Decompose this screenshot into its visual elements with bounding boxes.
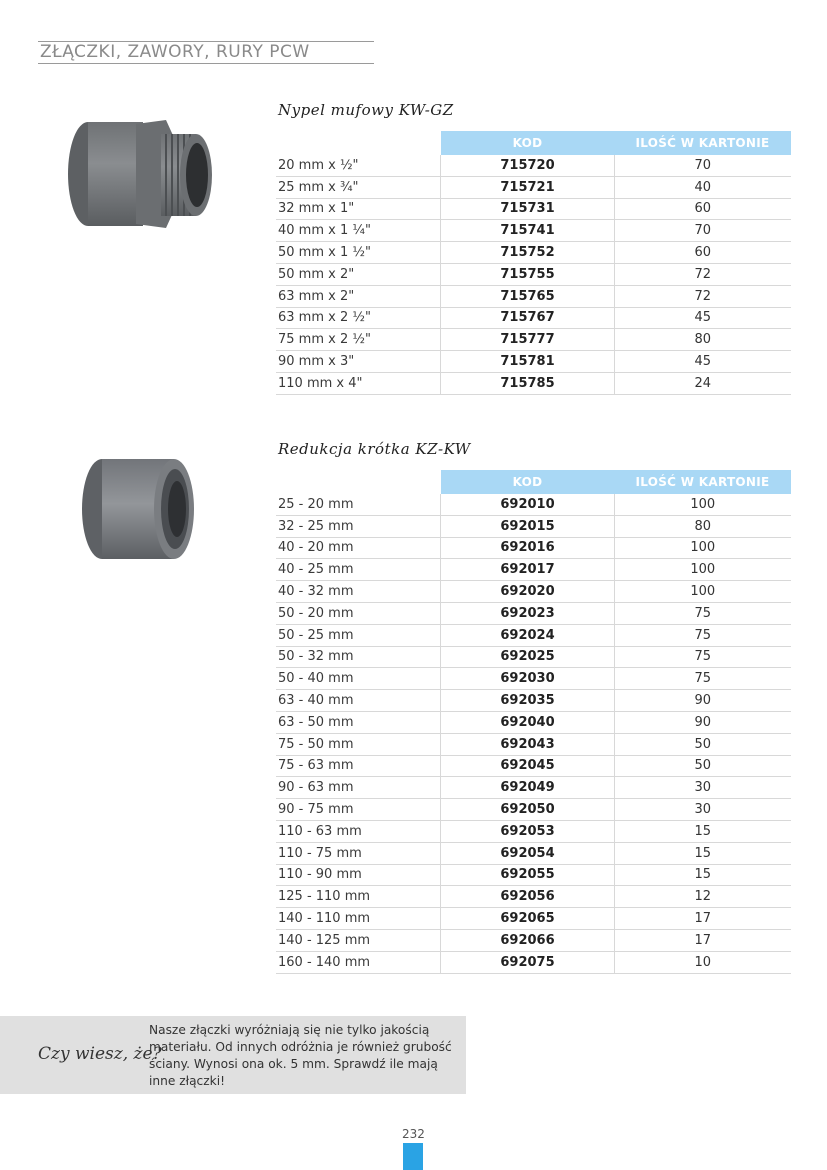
cell-quantity: 100 <box>615 537 791 559</box>
cell-quantity: 72 <box>615 263 791 285</box>
cell-quantity: 15 <box>615 842 791 864</box>
table-row <box>276 515 791 537</box>
cell-quantity: 17 <box>615 908 791 930</box>
cell-quantity: 45 <box>615 351 791 373</box>
table-row <box>276 842 791 864</box>
cell-dimension: 140 - 110 mm <box>276 908 441 930</box>
table-row <box>276 263 791 285</box>
cell-code: 692056 <box>441 886 615 908</box>
cell-code: 715777 <box>441 329 615 351</box>
header-rule-bottom <box>38 63 374 64</box>
table-row <box>276 908 791 930</box>
cell-quantity: 30 <box>615 799 791 821</box>
column-header-blank <box>276 470 441 494</box>
product-title-redukcja: Redukcja krótka KZ-KW <box>278 440 471 458</box>
cell-quantity: 15 <box>615 864 791 886</box>
table-row <box>276 777 791 799</box>
cell-quantity: 30 <box>615 777 791 799</box>
cell-dimension: 63 - 50 mm <box>276 711 441 733</box>
cell-quantity: 100 <box>615 559 791 581</box>
table-row <box>276 329 791 351</box>
cell-dimension: 140 - 125 mm <box>276 929 441 951</box>
column-header-blank <box>276 131 441 155</box>
cell-code: 692049 <box>441 777 615 799</box>
cell-dimension: 125 - 110 mm <box>276 886 441 908</box>
table-row <box>276 559 791 581</box>
cell-quantity: 75 <box>615 624 791 646</box>
cell-code: 715741 <box>441 220 615 242</box>
cell-dimension: 50 mm x 2" <box>276 263 441 285</box>
cell-dimension: 75 - 50 mm <box>276 733 441 755</box>
cell-code: 692053 <box>441 820 615 842</box>
cell-dimension: 32 - 25 mm <box>276 515 441 537</box>
cell-dimension: 50 - 40 mm <box>276 668 441 690</box>
cell-dimension: 90 mm x 3" <box>276 351 441 373</box>
table-row <box>276 668 791 690</box>
cell-code: 715755 <box>441 263 615 285</box>
cell-quantity: 40 <box>615 176 791 198</box>
column-header-qty: ILOŚĆ W KARTONIE <box>615 470 791 494</box>
cell-code: 715767 <box>441 307 615 329</box>
cell-quantity: 80 <box>615 329 791 351</box>
column-header-qty: ILOŚĆ W KARTONIE <box>615 131 791 155</box>
cell-code: 692075 <box>441 951 615 973</box>
cell-dimension: 50 - 20 mm <box>276 602 441 624</box>
cell-code: 692024 <box>441 624 615 646</box>
table-row <box>276 242 791 264</box>
cell-code: 692066 <box>441 929 615 951</box>
cell-quantity: 90 <box>615 711 791 733</box>
cell-code: 692023 <box>441 602 615 624</box>
cell-dimension: 40 - 20 mm <box>276 537 441 559</box>
cell-dimension: 110 - 63 mm <box>276 820 441 842</box>
cell-code: 692040 <box>441 711 615 733</box>
table-body <box>276 155 791 394</box>
cell-dimension: 40 mm x 1 ¼" <box>276 220 441 242</box>
column-header-kod: KOD <box>441 131 615 155</box>
cell-dimension: 63 mm x 2" <box>276 285 441 307</box>
cell-quantity: 75 <box>615 668 791 690</box>
table-row <box>276 351 791 373</box>
table-body <box>276 494 791 973</box>
info-text: Nasze złączki wyróżniają się nie tylko jakością materiału. Od innych odróżnia je również grubość ściany. Wynosi ona ok. 5 mm. Sprawdź ile mają inne złączki! <box>149 1023 452 1088</box>
table-row <box>276 176 791 198</box>
table-row <box>276 646 791 668</box>
cell-dimension: 20 mm x ½" <box>276 155 441 176</box>
cell-quantity: 75 <box>615 646 791 668</box>
cell-quantity: 70 <box>615 220 791 242</box>
product-title-nypel: Nypel mufowy KW-GZ <box>278 101 454 119</box>
cell-quantity: 100 <box>615 494 791 515</box>
table-row <box>276 799 791 821</box>
cell-code: 692017 <box>441 559 615 581</box>
cell-code: 715752 <box>441 242 615 264</box>
cell-dimension: 40 - 32 mm <box>276 581 441 603</box>
cell-code: 692050 <box>441 799 615 821</box>
cell-quantity: 10 <box>615 951 791 973</box>
cell-code: 715765 <box>441 285 615 307</box>
cell-code: 692030 <box>441 668 615 690</box>
table-row <box>276 372 791 394</box>
cell-code: 692054 <box>441 842 615 864</box>
cell-dimension: 63 mm x 2 ½" <box>276 307 441 329</box>
table-row <box>276 820 791 842</box>
cell-code: 692020 <box>441 581 615 603</box>
cell-dimension: 110 - 75 mm <box>276 842 441 864</box>
table-row <box>276 307 791 329</box>
cell-quantity: 70 <box>615 155 791 176</box>
cell-dimension: 63 - 40 mm <box>276 690 441 712</box>
cell-dimension: 25 - 20 mm <box>276 494 441 515</box>
table-row <box>276 537 791 559</box>
info-heading: Czy wiesz, że? <box>38 1044 162 1064</box>
cell-dimension: 110 mm x 4" <box>276 372 441 394</box>
cell-dimension: 40 - 25 mm <box>276 559 441 581</box>
cell-quantity: 17 <box>615 929 791 951</box>
cell-quantity: 24 <box>615 372 791 394</box>
cell-code: 692045 <box>441 755 615 777</box>
cell-dimension: 50 - 32 mm <box>276 646 441 668</box>
cell-code: 715721 <box>441 176 615 198</box>
table-nypel <box>276 131 791 395</box>
cell-quantity: 80 <box>615 515 791 537</box>
cell-quantity: 60 <box>615 242 791 264</box>
cell-quantity: 50 <box>615 755 791 777</box>
cell-code: 715731 <box>441 198 615 220</box>
table-row <box>276 929 791 951</box>
cell-quantity: 45 <box>615 307 791 329</box>
cell-dimension: 25 mm x ¾" <box>276 176 441 198</box>
table-row <box>276 951 791 973</box>
table-row <box>276 733 791 755</box>
cell-dimension: 50 mm x 1 ½" <box>276 242 441 264</box>
cell-code: 715781 <box>441 351 615 373</box>
table-row <box>276 864 791 886</box>
page-number: 232 <box>402 1127 425 1141</box>
table-row <box>276 220 791 242</box>
cell-code: 692035 <box>441 690 615 712</box>
cell-code: 715785 <box>441 372 615 394</box>
cell-quantity: 15 <box>615 820 791 842</box>
table-row <box>276 494 791 515</box>
cell-quantity: 100 <box>615 581 791 603</box>
cell-quantity: 60 <box>615 198 791 220</box>
page-tab-marker <box>403 1143 423 1170</box>
cell-dimension: 90 - 63 mm <box>276 777 441 799</box>
cell-code: 692043 <box>441 733 615 755</box>
cell-code: 692015 <box>441 515 615 537</box>
cell-code: 692055 <box>441 864 615 886</box>
cell-code: 692010 <box>441 494 615 515</box>
cell-code: 715720 <box>441 155 615 176</box>
cell-dimension: 160 - 140 mm <box>276 951 441 973</box>
cell-dimension: 75 mm x 2 ½" <box>276 329 441 351</box>
table-row <box>276 711 791 733</box>
table-row <box>276 624 791 646</box>
table-row <box>276 155 791 176</box>
cell-dimension: 90 - 75 mm <box>276 799 441 821</box>
table-row <box>276 690 791 712</box>
cell-code: 692025 <box>441 646 615 668</box>
cell-quantity: 50 <box>615 733 791 755</box>
table-redukcja <box>276 470 791 974</box>
cell-code: 692065 <box>441 908 615 930</box>
table-row <box>276 602 791 624</box>
table-row <box>276 285 791 307</box>
cell-quantity: 72 <box>615 285 791 307</box>
table-row <box>276 581 791 603</box>
table-row <box>276 198 791 220</box>
cell-dimension: 75 - 63 mm <box>276 755 441 777</box>
threaded-pvc-nipple-icon <box>66 112 216 237</box>
cell-dimension: 110 - 90 mm <box>276 864 441 886</box>
cell-quantity: 12 <box>615 886 791 908</box>
section-header: ZŁĄCZKI, ZAWORY, RURY PCW <box>40 42 310 62</box>
cell-dimension: 50 - 25 mm <box>276 624 441 646</box>
cell-quantity: 75 <box>615 602 791 624</box>
column-header-kod: KOD <box>441 470 615 494</box>
cell-quantity: 90 <box>615 690 791 712</box>
cell-dimension: 32 mm x 1" <box>276 198 441 220</box>
pvc-reducer-icon <box>80 455 200 563</box>
table-row <box>276 755 791 777</box>
cell-code: 692016 <box>441 537 615 559</box>
table-row <box>276 886 791 908</box>
